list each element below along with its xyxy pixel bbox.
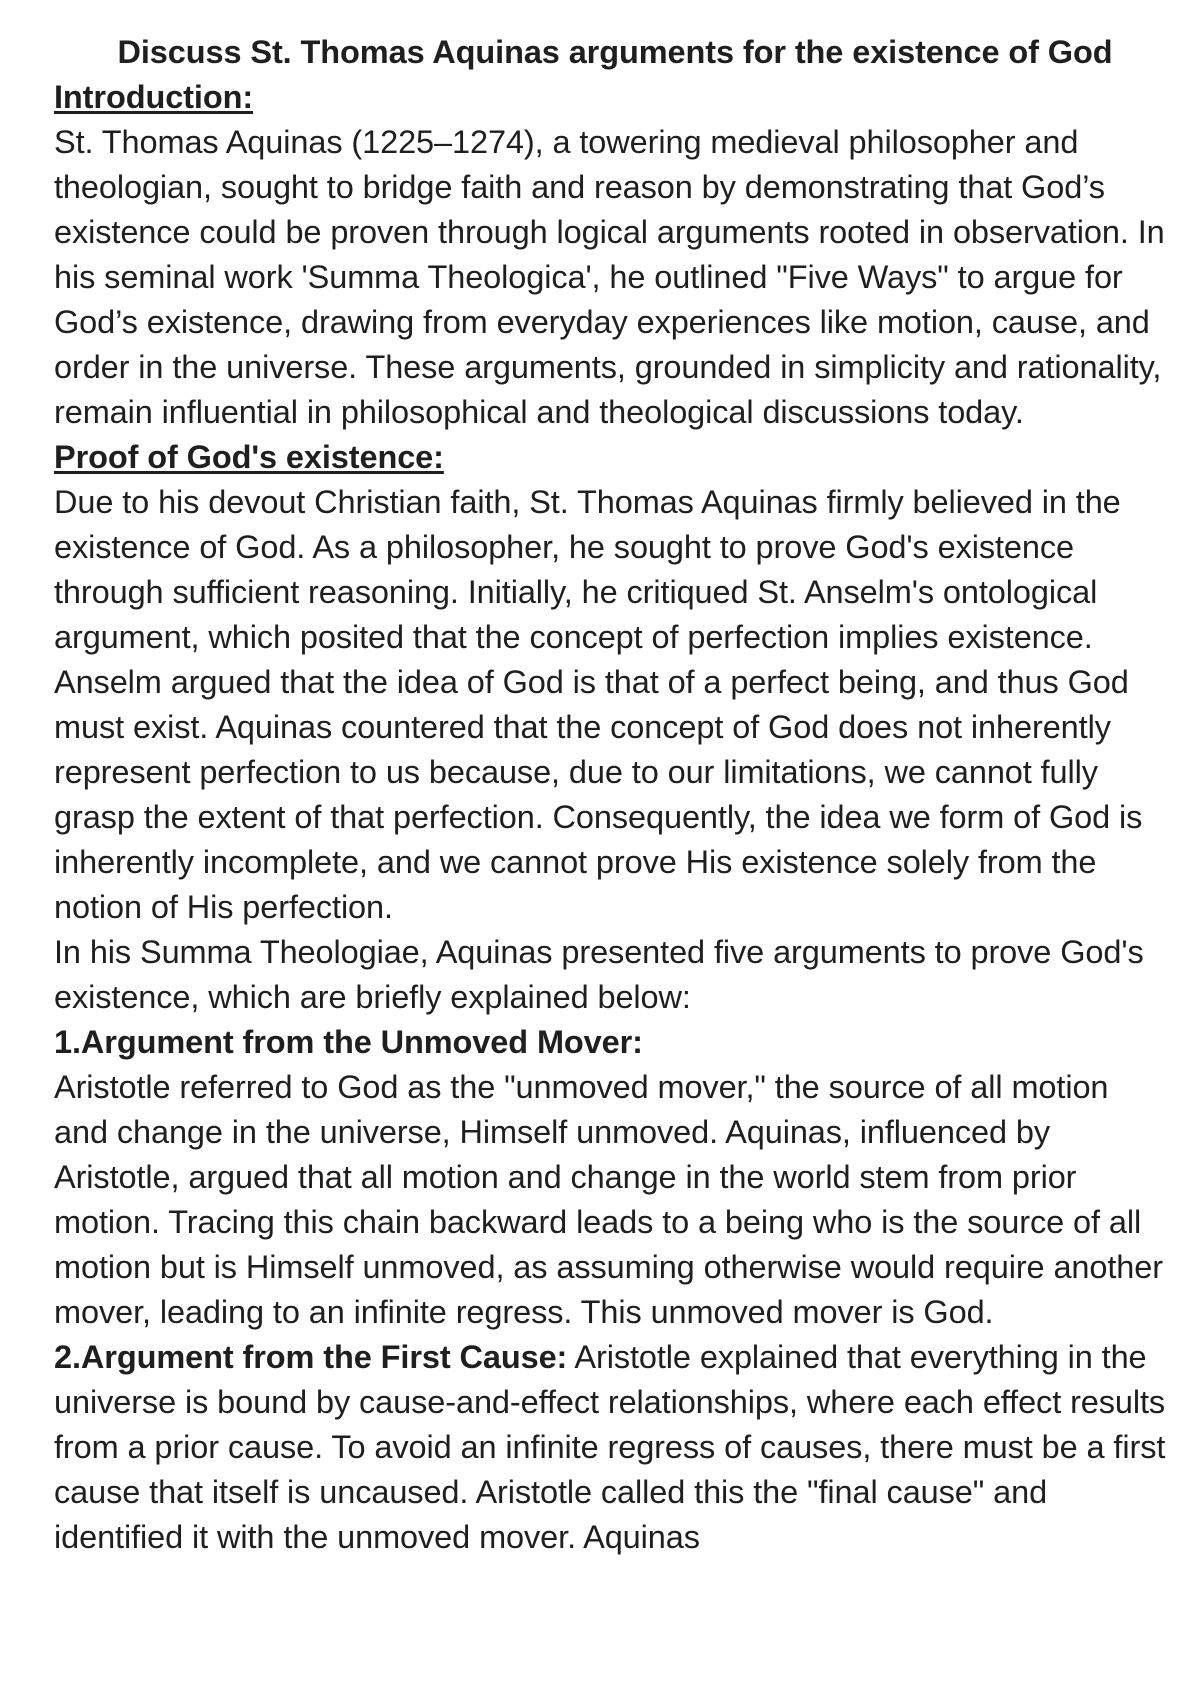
argument-2-text: Aristotle explained that everything in the universe is bound by cause-and-effect relationships, where each effect results from a prior cause. To avoid an infinite regress of causes, there must be a first cause that itself is uncaused. Aristotle called this the "final cause" and identified it with the unmoved mover. Aquinas xyxy=(54,1339,1166,1555)
summa-paragraph: In his Summa Theologiae, Aquinas presented five arguments to prove God's existence, which are briefly explained below: xyxy=(54,934,1144,1015)
argument-1-paragraph: Aristotle referred to God as the "unmoved mover," the source of all motion and change in the universe, Himself unmoved. Aquinas, influenced by Aristotle, argued that all motion and change in the world stem from prior motion. Tracing this chain backward leads to a being who is the source of all motion but is Himself unmoved, as assuming otherwise would require another mover, leading to an infinite regress. This unmoved mover is God. xyxy=(54,1069,1163,1330)
argument-1-heading: 1.Argument from the Unmoved Mover: xyxy=(54,1024,643,1060)
introduction-heading: Introduction: xyxy=(54,79,254,115)
introduction-paragraph: St. Thomas Aquinas (1225–1274), a towering medieval philosopher and theologian, sought to bridge faith and reason by demonstrating that God’s existence could be proven through logical arguments rooted in observation. In his seminal work 'Summa Theologica', he outlined "Five Ways" to argue for God’s existence, drawing from everyday experiences like motion, cause, and order in the universe. These arguments, grounded in simplicity and rationality, remain influential in philosophical and theological discussions today. xyxy=(54,124,1165,430)
proof-heading: Proof of God's existence: xyxy=(54,439,444,475)
argument-2-heading: 2.Argument from the First Cause: xyxy=(54,1339,568,1375)
argument-2-paragraph xyxy=(54,1335,1166,1560)
document-title: Discuss St. Thomas Aquinas arguments for the existence of God xyxy=(117,34,1113,70)
proof-paragraph: Due to his devout Christian faith, St. Thomas Aquinas firmly believed in the existence of God. As a philosopher, he sought to prove God's existence through sufficient reasoning. Initially, he critiqued St. Anselm's ontological argument, which posited that the concept of perfection implies existence. Anselm argued that the idea of God is that of a perfect being, and thus God must exist. Aquinas countered that the concept of God does not inherently represent perfection to us because, due to our limitations, we cannot fully grasp the extent of that perfection. Consequently, the idea we form of God is inherently incomplete, and we cannot prove His existence solely from the notion of His perfection. xyxy=(54,484,1143,925)
document-page xyxy=(54,30,1166,1560)
